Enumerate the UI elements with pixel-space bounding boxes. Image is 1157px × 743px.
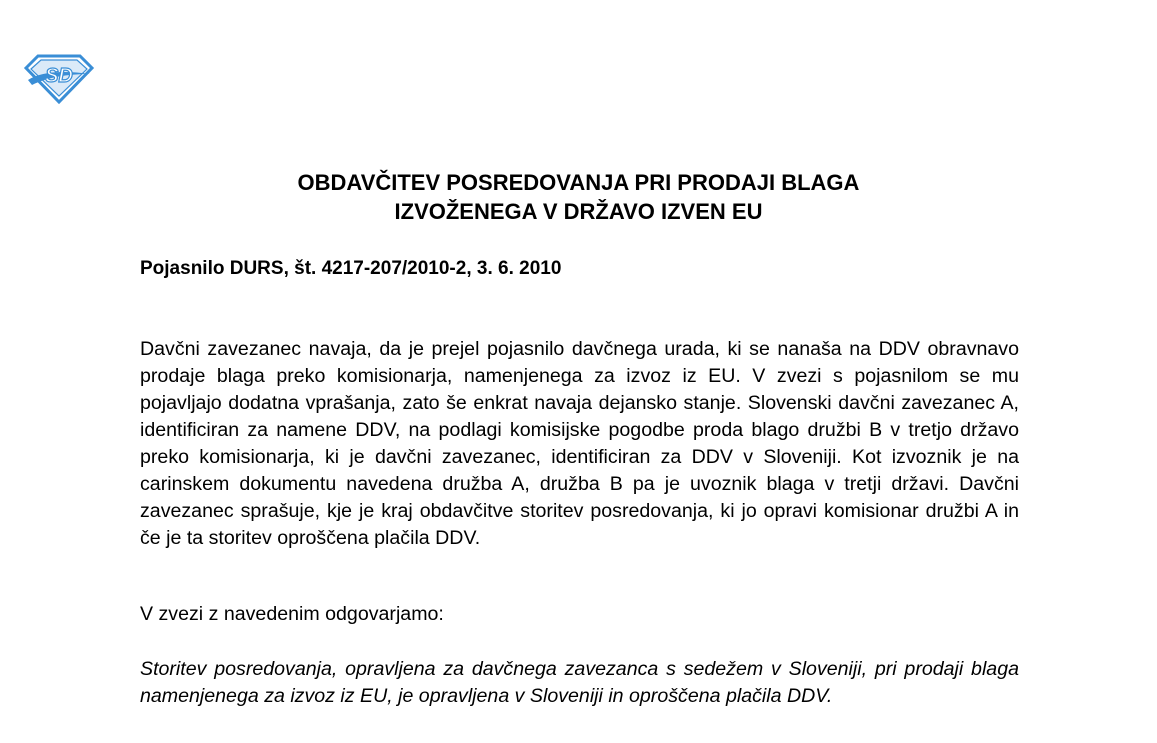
title-line-2: IZVOŽENEGA V DRŽAVO IZVEN EU xyxy=(394,199,763,224)
document-reference: Pojasnilo DURS, št. 4217-207/2010-2, 3. 6. 2010 xyxy=(140,258,562,279)
title-line-1: OBDAVČITEV POSREDOVANJA PRI PRODAJI BLAGA xyxy=(297,170,860,195)
paragraph-answer: Storitev posredovanja, opravljena za davčnega zavezanca s sedežem v Sloveniji, pri prodaji blaga namenjenega za izvoz iz EU, je opravljena v Sloveniji in oproščena plačila DDV. xyxy=(140,658,1019,707)
sd-logo xyxy=(22,52,96,104)
diamond-logo-icon xyxy=(22,52,96,104)
svg-text:SD: SD xyxy=(45,65,73,87)
paragraph-intro-answer: V zvezi z navedenim odgovarjamo: xyxy=(140,603,444,625)
document-title xyxy=(0,168,1157,226)
paragraph-question: Davčni zavezanec navaja, da je prejel pojasnilo davčnega urada, ki se nanaša na DDV obravnavo prodaje blaga preko komisionarja, namenjenega za izvoz iz EU. V zvezi s pojasnilom se mu pojavljajo dodatna vprašanja, zato še enkrat navaja dejansko stanje. Slovenski davčni zavezanec A, identificiran za namene DDV, na podlagi komisijske pogodbe proda blago družbi B v tretjo državo preko komisionarja, ki je davčni zavezanec, identificiran za DDV v Sloveniji. Kot izvoznik je na carinskem dokumentu navedena družba A, družba B pa je uvoznik blaga v tretji državi. Davčni zavezanec sprašuje, kje je kraj obdavčitve storitev posredovanja, ki jo opravi komisionar družbi A in če je ta storitev oproščena plačila DDV. xyxy=(140,338,1019,549)
